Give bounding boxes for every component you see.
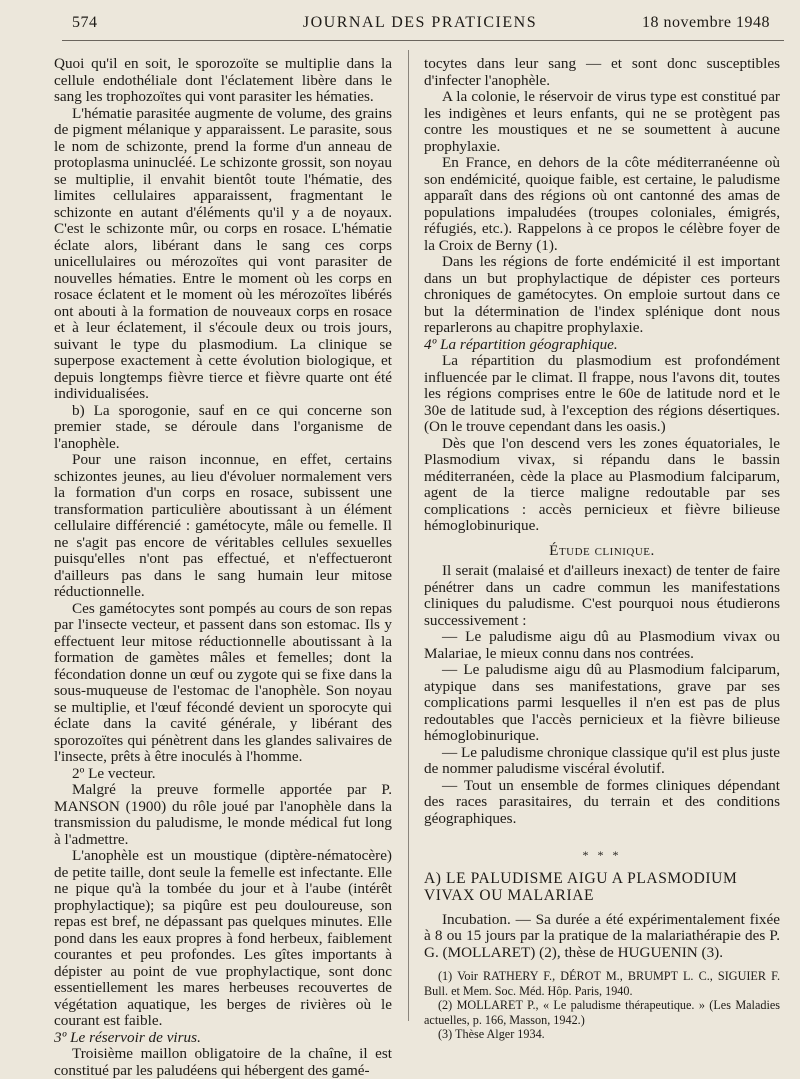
paragraph: L'hématie parasitée augmente de volume, des grains de pigment mélanique y apparaissent. Le parasite, sous le nom de schizonte, prend la forme d'un anneau de protoplasma uninucléé. Le schizonte grossit, son noyau se multiplie, il envahit bientôt toute l'hématie, des limites cellulaires apparaissent, fragmentant le schizonte en autant d'éléments qu'il y a de noyaux. C'est le schizonte mûr, ou corps en rosace. L'hématie éclate alors, libérant dans le sang ces corps unicellulaires ou mérozoïtes qui vont parasiter de nouvelles hématies. Entre le moment où les corps en rosace éclatent et le moment où les mérozoïtes libérés ont abouti à la formation de nouveaux corps en rosace et à leur éclatement, il s'écoule deux ou trois jours, suivant le type du plasmodium. La clinique se superpose exactement à cette évolution biologique, et depuis longtemps fièvre tierce et fièvre quarte ont été individualisées. — [54, 104, 392, 402]
paragraph: Il serait (malaisé et d'ailleurs inexact) de tenter de faire pénétrer dans un cadre commun les manifestations cliniques du paludisme. C'est pourquoi nous étudierons successivement : — [424, 562, 780, 629]
footnote: (3) Thèse Alger 1934. — [438, 1027, 545, 1041]
section-separator-stars: * * * — [582, 848, 622, 862]
right-column-text — [424, 56, 780, 535]
paragraph: La répartition du plasmodium est profondément influencée par le climat. Il frappe, nous l'avons dit, toutes les régions comprises entre le 60e de latitude nord et le 30e de latitude sud, à l'exception des régions désertiques. (On le trouve cependant dans les oasis.) — [424, 352, 780, 435]
incubation-paragraph: Incubation. — Sa durée a été expérimentalement fixée à 8 ou 15 jours par la pratique de la malariathérapie des P. G. (MOLLARET) (2), thèse de HUGUENIN (3). — [424, 910, 780, 961]
footnote: (2) MOLLARET P., « Le paludisme thérapeutique. » (Les Maladies actuelles, p. 166, Masson, 1942.) — [424, 998, 780, 1027]
paragraph: Dans les régions de forte endémicité il est important dans un but prophylactique de dépister ces porteurs chroniques de gamétocytes. On emploie surtout dans ce but la détermination de l'index splénique dont nous reparlerons au chapitre prophylaxie. — [424, 253, 780, 336]
paragraph: tocytes dans leur sang — et sont donc susceptibles d'infecter l'anophèle. — [424, 55, 780, 89]
paragraph: Troisième maillon obligatoire de la chaîne, il est constitué par les paludéens qui hébergent des gamé- — [54, 1045, 392, 1079]
paragraph: — Le paludisme aigu dû au Plasmodium vivax ou Malariae, le mieux connu dans nos contrées. — [424, 628, 780, 662]
paragraph: Dès que l'on descend vers les zones équatoriales, le Plasmodium vivax, si répandu dans le bassin méditerranéen, cède la place au Plasmodium falciparum, agent de la tierce maligne redoutable par ses complications : accès pernicieux et fièvre bilieuse hémoglobinurique. — [424, 434, 780, 534]
page-header — [70, 14, 770, 36]
page-number: 574 — [72, 14, 98, 31]
paragraph: — Le paludisme aigu dû au Plasmodium falciparum, atypique dans ses manifestations, grave par ses complications parmi lesquelles il n'en est pas de plus redoutables que l'accès pernicieux et la fièvre bilieuse hémoglobinurique. — [424, 661, 780, 744]
paragraph: — Tout un ensemble de formes cliniques dépendant des races parasitaires, du terrain et des conditions géographiques. — [424, 776, 780, 827]
left-column — [54, 56, 392, 1079]
issue-date: 18 novembre 1948 — [642, 14, 770, 31]
column-divider — [408, 50, 409, 1021]
paragraph: Ces gamétocytes sont pompés au cours de son repas par l'insecte vecteur, et passent dans son estomac. Ils y effectuent leur mitose réductionnelle aboutissant à la formation de gamètes mâles et femelles; dont la fécondation donne un œuf ou zygote qui se fixe dans la sous-muqueuse de l'estomac de l'anophèle. Son noyau se multiplie, et l'œuf fécondé devient un sporocyte qui éclate dans la cavité générale, y libérant des sporozoïtes qui pénètrent dans les glandes salivaires de l'insecte, prêts à être inoculés à l'homme. — [54, 599, 392, 765]
etude-clinique-heading: Étude clinique. — [549, 541, 655, 559]
paragraph: — Le paludisme chronique classique qu'il est plus juste de nommer paludisme viscéral évolutif. — [424, 743, 780, 777]
journal-title: JOURNAL DES PRATICIENS — [302, 14, 538, 31]
paragraph: 3º Le réservoir de virus. — [54, 1028, 201, 1046]
section-heading: A) LE PALUDISME AIGU A PLASMODIUM VIVAX OU MALARIAE — [424, 869, 738, 904]
paragraph: Pour une raison inconnue, en effet, certains schizontes jeunes, au lieu d'évoluer normalement vers la formation d'un corps en rosace, subissent une transformation particulière aboutissant à un élément cellulaire différencié : gamétocyte, mâle ou femelle. Il ne s'agit pas encore de véritables cellules sexuelles puisqu'elles n'ont pas effectué, et n'effectueront d'ailleurs pas dans le sang humain leur mitose réductionnelle. — [54, 451, 392, 600]
footnote: (1) Voir RATHERY F., DÉROT M., BRUMPT L. C., SIGUIER F. Bull. et Mem. Soc. Méd. Hôp. Paris, 1940. — [424, 969, 780, 998]
paragraph: Quoi qu'il en soit, le sporozoïte se multiplie dans la cellule endothéliale dont l'éclatement libère dans le sang les trophozoïtes qui vont parasiter les hématies. — [54, 55, 392, 105]
paragraph: 2º Le vecteur. — [72, 764, 156, 782]
paragraph: En France, en dehors de la côte méditerranéenne où son endémicité, quoique faible, est certaine, le paludisme apparaît dans des régions où ont cantonné des amas de populations impaludées (troupes coloniales, émigrés, réfugiés, etc.). Rappelons à ce propos le célèbre foyer de la Croix de Berny (1). — [424, 154, 780, 254]
header-rule — [62, 40, 784, 41]
right-column-clinical-text — [424, 563, 780, 827]
paragraph: A la colonie, le réservoir de virus type est constitué par les indigènes et leurs enfants, qui ne se protègent pas contre les moustiques et ne se soumettent à aucune prophylaxie. — [424, 88, 780, 155]
paragraph: Malgré la preuve formelle apportée par P. MANSON (1900) du rôle joué par l'anophèle dans la transmission du paludisme, le monde médical fut long à l'admettre. — [54, 781, 392, 848]
paragraph: 4º La répartition géographique. — [424, 335, 618, 353]
paragraph: b) La sporogonie, sauf en ce qui concerne son premier stade, se déroule dans l'organisme de l'anophèle. — [54, 401, 392, 452]
right-column — [424, 56, 780, 1042]
paragraph: L'anophèle est un moustique (diptère-nématocère) de petite taille, dont seule la femelle est infectante. Elle ne pique qu'à la tombée du jour et à l'aube (intérêt prophylactique); sa piqûre est peu douloureuse, son repas est bref, ne dépassant pas quelques minutes. Elle pond dans les eaux propres à fond herbeux, faiblement courantes et peu profondes. Les gîtes importants à dépister au point de vue prophylactique, sont donc essentiellement les mares herbeuses recouvertes de végétation aquatique, les berges de rivières où le courant est faible. — [54, 847, 392, 1029]
